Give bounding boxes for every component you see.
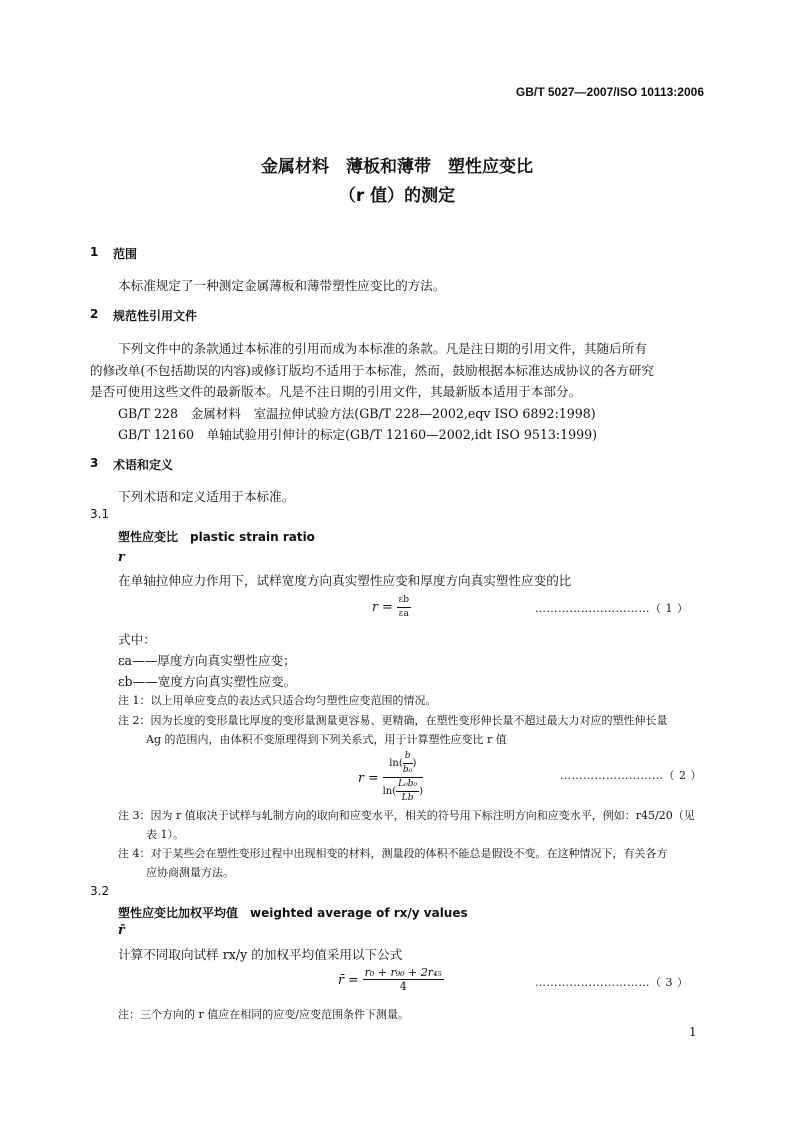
clause-3-1-definition: 在单轴拉伸应力作用下，试样宽度方向真实塑性应变和厚度方向真实塑性应变的比 <box>118 573 572 588</box>
equation-2-num-ln: ln <box>389 758 399 769</box>
standard-number: GB/T 5027—2007/ISO 10113:2006 <box>515 85 704 99</box>
section-3-intro: 下列术语和定义适用于本标准。 <box>118 489 295 504</box>
equation-1-numerator: εb <box>397 594 411 608</box>
equation-2-denominator: ln( $\frac{\text{L₀b₀}}{Lb}$ ) <box>382 779 424 803</box>
equation-1-denominator: εa <box>398 609 409 619</box>
note-3-line2: 表 1）。 <box>146 828 184 841</box>
equation-3-tag: …………………………（ 3 ） <box>535 976 689 989</box>
symbol-definition-epsilon-b: εb——宽度方向真实塑性应变。 <box>118 674 297 689</box>
document-title-line1: 金属材料 薄板和薄带 塑性应变比 <box>261 157 533 177</box>
symbol-definition-epsilon-a: εa——厚度方向真实塑性应变； <box>118 653 296 668</box>
document-title-line2: （r 值）的测定 <box>338 186 456 206</box>
equation-2 <box>358 750 423 805</box>
reference-item: GB/T 228 金属材料 室温拉伸试验方法(GB/T 228—2002,eqv ISO 6892:1998) <box>118 406 596 421</box>
clause-3-1-term: 塑性应变比 plastic strain ratio <box>118 530 315 544</box>
equation-3-numerator: r₀ + r₉₀ + 2r₄₅ <box>364 966 442 979</box>
section-3-num: 3 <box>90 456 99 470</box>
page-number: 1 <box>689 1025 697 1039</box>
section-1-num: 1 <box>90 245 99 259</box>
equation-2-numerator: ln( $\frac{b}{\text{b₀}}$ ) <box>383 750 423 778</box>
equation-3 <box>338 966 444 993</box>
clause-3-2-symbol: r̄ <box>118 922 125 937</box>
note-2-line1: 注 2：因为长度的变形量比厚度的变形量测量更容易、更精确，在塑性变形伸长量不超过最大力对应的塑性伸长量 <box>118 714 668 727</box>
equation-2-num-frac-bottom: b₀ <box>402 765 413 775</box>
clause-3-2-definition: 计算不同取向试样 rx/y 的加权平均值采用以下公式 <box>118 947 403 962</box>
equation-2-lhs: r = <box>358 770 379 785</box>
equation-2-num-frac-top: b <box>403 750 413 764</box>
equation-2-tag: ………………………（ 2 ） <box>560 769 702 782</box>
equation-3-denominator: 4 <box>399 980 407 993</box>
section-2-para-line1: 下列文件中的条款通过本标准的引用而成为本标准的条款。凡是注日期的引用文件，其随后所有 <box>118 341 647 356</box>
note-4-line1: 注 4：对于某些会在塑性变形过程中出现相变的材料，测量段的体积不能总是假设不变。在这种情况下，有关各方 <box>118 847 668 860</box>
clause-3-2-number: 3.2 <box>90 884 110 898</box>
note-2-line2: Ag 的范围内，由体积不变原理得到下列关系式，用于计算塑性应变比 r 值 <box>146 733 507 746</box>
section-2-num: 2 <box>90 307 99 321</box>
note-3-line1: 注 3：因为 r 值取决于试样与轧制方向的取向和应变水平，相关的符号用下标注明方向和应变水平，例如：r45/20（见 <box>118 809 695 822</box>
equation-2-den-frac-top: L₀b₀ <box>396 778 419 792</box>
equation-2-den-frac-bottom: Lb <box>401 793 414 803</box>
section-1-text: 本标准规定了一种测定金属薄板和薄带塑性应变比的方法。 <box>118 278 446 293</box>
note-1: 注 1：以上用单应变点的表达式只适合均匀塑性应变范围的情况。 <box>118 694 437 707</box>
section-1-title: 范围 <box>113 247 138 261</box>
where-label: 式中： <box>118 632 156 647</box>
reference-item: GB/T 12160 单轴试验用引伸计的标定(GB/T 12160—2002,idt ISO 9513:1999) <box>118 427 598 442</box>
section-2-para-line3: 是否可使用这些文件的最新版本。凡是不注日期的引用文件，其最新版本适用于本部分。 <box>90 384 582 399</box>
clause-3-2-note: 注：三个方向的 r 值应在相同的应变/应变范围条件下测量。 <box>118 1008 409 1021</box>
clause-3-2-term: 塑性应变比加权平均值 weighted average of rx/y values <box>118 906 468 920</box>
equation-1-lhs: r = <box>372 599 393 614</box>
equation-1-tag: …………………………（ 1 ） <box>535 602 689 615</box>
note-4-line2: 应协商测量方法。 <box>146 866 234 879</box>
section-2-para-line2: 的修改单(不包括勘误的内容)或修订版均不适用于本标准，然而，鼓励根据本标准达成协议的各方研究 <box>90 363 654 378</box>
section-2-title: 规范性引用文件 <box>113 309 198 323</box>
clause-3-1-number: 3.1 <box>90 507 110 521</box>
equation-3-lhs: r̄ = <box>338 972 359 987</box>
section-3-title: 术语和定义 <box>113 458 174 472</box>
equation-1 <box>372 594 411 621</box>
clause-3-1-symbol: r <box>118 549 125 564</box>
equation-2-den-ln: ln <box>382 786 393 797</box>
